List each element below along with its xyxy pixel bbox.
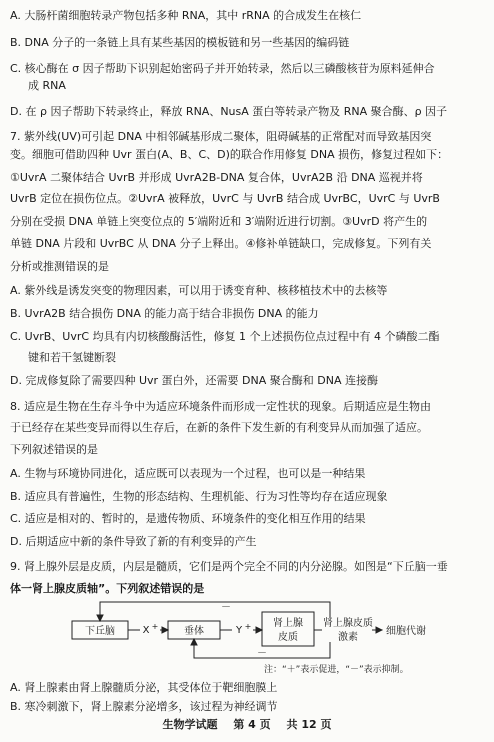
q8-option-a: A. 生物与环境协同进化，适应既可以表现为一个过程，也可以是一种结果 [10,467,366,480]
q8-option-c: C. 适应是相对的、暂时的，是遗传物质、环境条件的变化相互作用的结果 [10,512,366,525]
q9-stem-line1: 9. 肾上腺外层是皮质，内层是髓质，它们是两个完全不同的内分泌腺。如图是“下丘脑一垂 [10,560,448,573]
page-footer [0,718,494,732]
q9-option-a: A. 肾上腺素由肾上腺髓质分泌，其受体位于靶细胞膜上 [10,681,278,694]
top-inhibition-sign: － [221,602,231,613]
q7-stem-line4: UvrB 定位在损伤位点。②UvrA 被释放，UvrC 与 UvrB 结合成 UvrBC，UvrC 与 UvrB [10,192,440,205]
footer-total-pages: 共 12 页 [286,718,332,731]
corticoid-hormone-label-line2: 激素 [338,632,358,643]
adrenal-cortex-label-line2: 皮质 [278,632,298,643]
cell-metabolism-label: 细胞代谢 [386,626,426,637]
hormone-x-sign: + [151,622,159,631]
q7-stem-line1: 7. 紫外线(UV)可引起 DNA 中相邻碱基形成二聚体，阻碍碱基的正常配对而导致基因突 [10,130,432,143]
q7-option-c-line1: C. UvrB、UvrC 均具有内切核酸酶活性，修复 1 个上述损伤位点过程中有 4 个磷酸二酯 [10,330,440,343]
hormone-y-sign: + [244,622,252,631]
pituitary-label: 垂体 [184,626,204,637]
q6-option-c-line2: 成 RNA [28,79,66,92]
q9-stem-line2: 体一肾上腺皮质轴”。下列叙述错误的是 [10,582,205,595]
q7-stem-line2: 变。细胞可借助四种 Uvr 蛋白(A、B、C、D)的联合作用修复 DNA 损伤，修复过程如下： [10,148,449,161]
bottom-inhibition-sign: － [257,648,267,659]
q9-option-b: B. 寒冷刺激下，肾上腺素分泌增多，该过程为神经调节 [10,700,278,713]
q8-stem-line1: 8. 适应是生物在生存斗争中为适应环境条件而形成一定性状的现象。后期适应是生物由 [10,400,431,413]
footer-subject: 生物学试题 [162,718,218,731]
q8-stem-line2: 于已经存在某些变异而得以生存后，在新的条件下发生新的有利变异从而加强了适应。 [10,421,428,434]
q7-stem-line5: 分别在受损 DNA 单链上突变位点的 5′端附近和 3′端附近进行切割。③UvrD 将产生的 [10,215,428,228]
adrenal-cortex-label-line1: 肾上腺 [273,618,303,629]
hormone-x-label: X [142,625,150,636]
q6-option-a: A. 大肠杆菌细胞转录产物包括多种 RNA，其中 rRNA 的合成发生在核仁 [10,9,362,22]
diagram-note: 注：“＋”表示促进，“－”表示抑制。 [264,665,409,675]
corticoid-hormone-label-line1: 肾上腺皮质 [323,618,373,629]
q7-stem-line7: 分析或推测错误的是 [10,260,109,273]
footer-page-number: 第 4 页 [233,718,271,731]
q6-option-c-line1: C. 核心酶在 σ 因子帮助下识别起始密码子并开始转录，然后以三磷酸核苷为原料延伸合 [10,62,435,75]
q8-option-d: D. 后期适应中新的条件导致了新的有利变异的产生 [10,535,257,548]
q7-option-b: B. UvrA2B 结合损伤 DNA 的能力高于结合非损伤 DNA 的能力 [10,307,319,320]
q7-stem-line6: 单链 DNA 片段和 UvrBC 从 DNA 分子上释出。④修补单链缺口，完成修复。下列有关 [10,237,432,250]
q8-stem-line3: 下列叙述错误的是 [10,443,98,456]
q8-option-b: B. 适应具有普遍性，生物的形态结构、生理机能、行为习性等均存在适应现象 [10,490,388,503]
q6-option-b: B. DNA 分子的一条链上具有某些基因的模板链和另一些基因的编码链 [10,36,350,49]
hpa-axis-diagram [0,598,494,680]
hormone-y-label: Y [235,625,243,636]
q7-option-c-line2: 键和若干氢键断裂 [28,351,116,364]
hypothalamus-label: 下丘脑 [85,626,115,637]
q7-option-a: A. 紫外线是诱发突变的物理因素，可以用于诱变育种、核移植技术中的去核等 [10,284,388,297]
q7-option-d: D. 完成修复除了需要四种 Uvr 蛋白外，还需要 DNA 聚合酶和 DNA 连接酶 [10,374,378,387]
q7-stem-line3: ①UvrA 二聚体结合 UvrB 并形成 UvrA2B-DNA 复合体，UvrA2B 沿 DNA 巡视并将 [10,171,423,184]
q6-option-d: D. 在 ρ 因子帮助下转录终止，释放 RNA、NusA 蛋白等转录产物及 RNA 聚合酶、ρ 因子 [10,105,448,118]
